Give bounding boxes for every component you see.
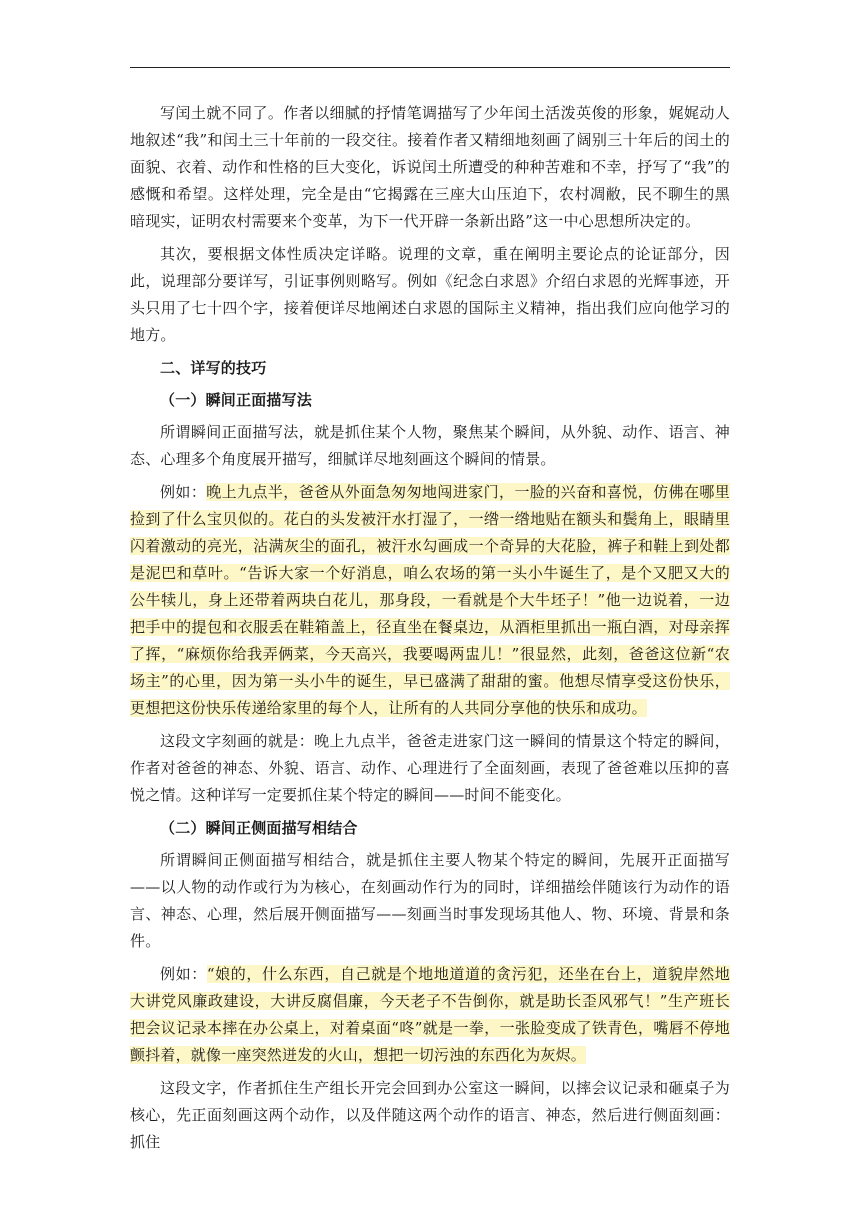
- header-rule: [130, 67, 730, 68]
- paragraph-analysis-2: 这段文字，作者抓住生产组长开完会回到办公室这一瞬间，以摔会议记录和砸桌子为核心，先正面刻画这两个动作，以及伴随这两个动作的语言、神态，然后进行侧面刻画：抓住: [130, 1079, 730, 1151]
- paragraph-analysis-1: 这段文字刻画的就是：晚上九点半，爸爸走进家门这一瞬间的情景这个特定的瞬间，作者对爸爸的神态、外貌、语言、动作、心理进行了全面刻画，表现了爸爸难以压抑的喜悦之情。这种详写一定要抓住某个特定的瞬间——时间不能变化。: [130, 732, 730, 804]
- paragraph-genre-detail: 其次，要根据文体性质决定详略。说理的文章，重在阐明主要论点的论证部分，因此，说理部分要详写，引证事例则略写。例如《纪念白求恩》介绍白求恩的光辉事迹，开头只用了七十四个字，接着便详尽地阐述白求恩的国际主义精神，指出我们应向他学习的地方。: [130, 245, 730, 344]
- example-paragraph-1: [130, 479, 730, 722]
- subsection-heading-1: （一）瞬间正面描写法: [160, 391, 313, 409]
- document-body: [130, 100, 730, 1162]
- paragraph-definition-1: 所谓瞬间正面描写法，就是抓住某个人物，聚焦某个瞬间，从外貌、动作、语言、神态、心理多个角度展开描写，细腻详尽地刻画这个瞬间的情景。: [130, 423, 730, 468]
- highlighted-example-2: “娘的，什么东西，自己就是个地地道道的贪污犯，还坐在台上，道貌岸然地大讲党风廉政建设，大讲反腐倡廉，今天老子不告倒你，就是助长歪风邪气！”生产班长把会议记录本摔在办公桌上，对着桌面“咚”就是一拳，一张脸变成了铁青色，嘴唇不停地颤抖着，就像一座突然迸发的火山，想把一切污浊的东西化为灰烬。: [130, 965, 730, 1064]
- example-paragraph-2: [130, 961, 730, 1069]
- highlighted-example-1: 晚上九点半，爸爸从外面急匆匆地闯进家门，一脸的兴奋和喜悦，仿佛在哪里捡到了什么宝贝似的。花白的头发被汗水打湿了，一绺一绺地贴在额头和鬓角上，眼睛里闪着激动的亮光，沾满灰尘的面孔，被汗水勾画成一个奇异的大花脸，裤子和鞋上到处都是泥巴和草叶。“告诉大家一个好消息，咱么农场的第一头小牛诞生了，是个又肥又大的公牛犊儿，身上还带着两块白花儿，那身段，一看就是个大牛坯子！”他一边说着，一边把手中的提包和衣服丢在鞋箱盖上，径直坐在餐桌边，从酒柜里抓出一瓶白酒，对母亲挥了挥，“麻烦你给我弄俩菜，今天高兴，我要喝两盅儿！”很显然，此刻，爸爸这位新“农场主”的心里，因为第一头小牛的诞生，早已盛满了甜甜的蜜。他想尽情享受这份快乐，更想把这份快乐传递给家里的每个人，让所有的人共同分享他的快乐和成功。: [130, 483, 730, 717]
- paragraph-definition-2: 所谓瞬间正侧面描写相结合，就是抓住主要人物某个特定的瞬间，先展开正面描写——以人物的动作或行为为核心，在刻画动作行为的同时，详细描绘伴随该行为动作的语言、神态、心理，然后展开侧面描写——刻画当时事发现场其他人、物、环境、背景和条件。: [130, 851, 730, 950]
- paragraph-runtu: 写闰土就不同了。作者以细腻的抒情笔调描写了少年闰土活泼英俊的形象，娓娓动人地叙述“我”和闰土三十年前的一段交往。接着作者又精细地刻画了阔别三十年后的闰土的面貌、衣着、动作和性格的巨大变化，诉说闰土所遭受的种种苦难和不幸，抒写了“我”的感慨和希望。这样处理，完全是由“它揭露在三座大山压迫下，农村凋敝，民不聊生的黑暗现实，证明农村需要来个变革，为下一代开辟一条新出路”这一中心思想所决定的。: [130, 104, 730, 230]
- subsection-heading-2: （二）瞬间正侧面描写相结合: [160, 819, 358, 837]
- example-prefix-1: 例如：: [160, 483, 207, 501]
- example-prefix-2: 例如：: [160, 965, 207, 983]
- section-heading-techniques: 二、详写的技巧: [160, 359, 267, 377]
